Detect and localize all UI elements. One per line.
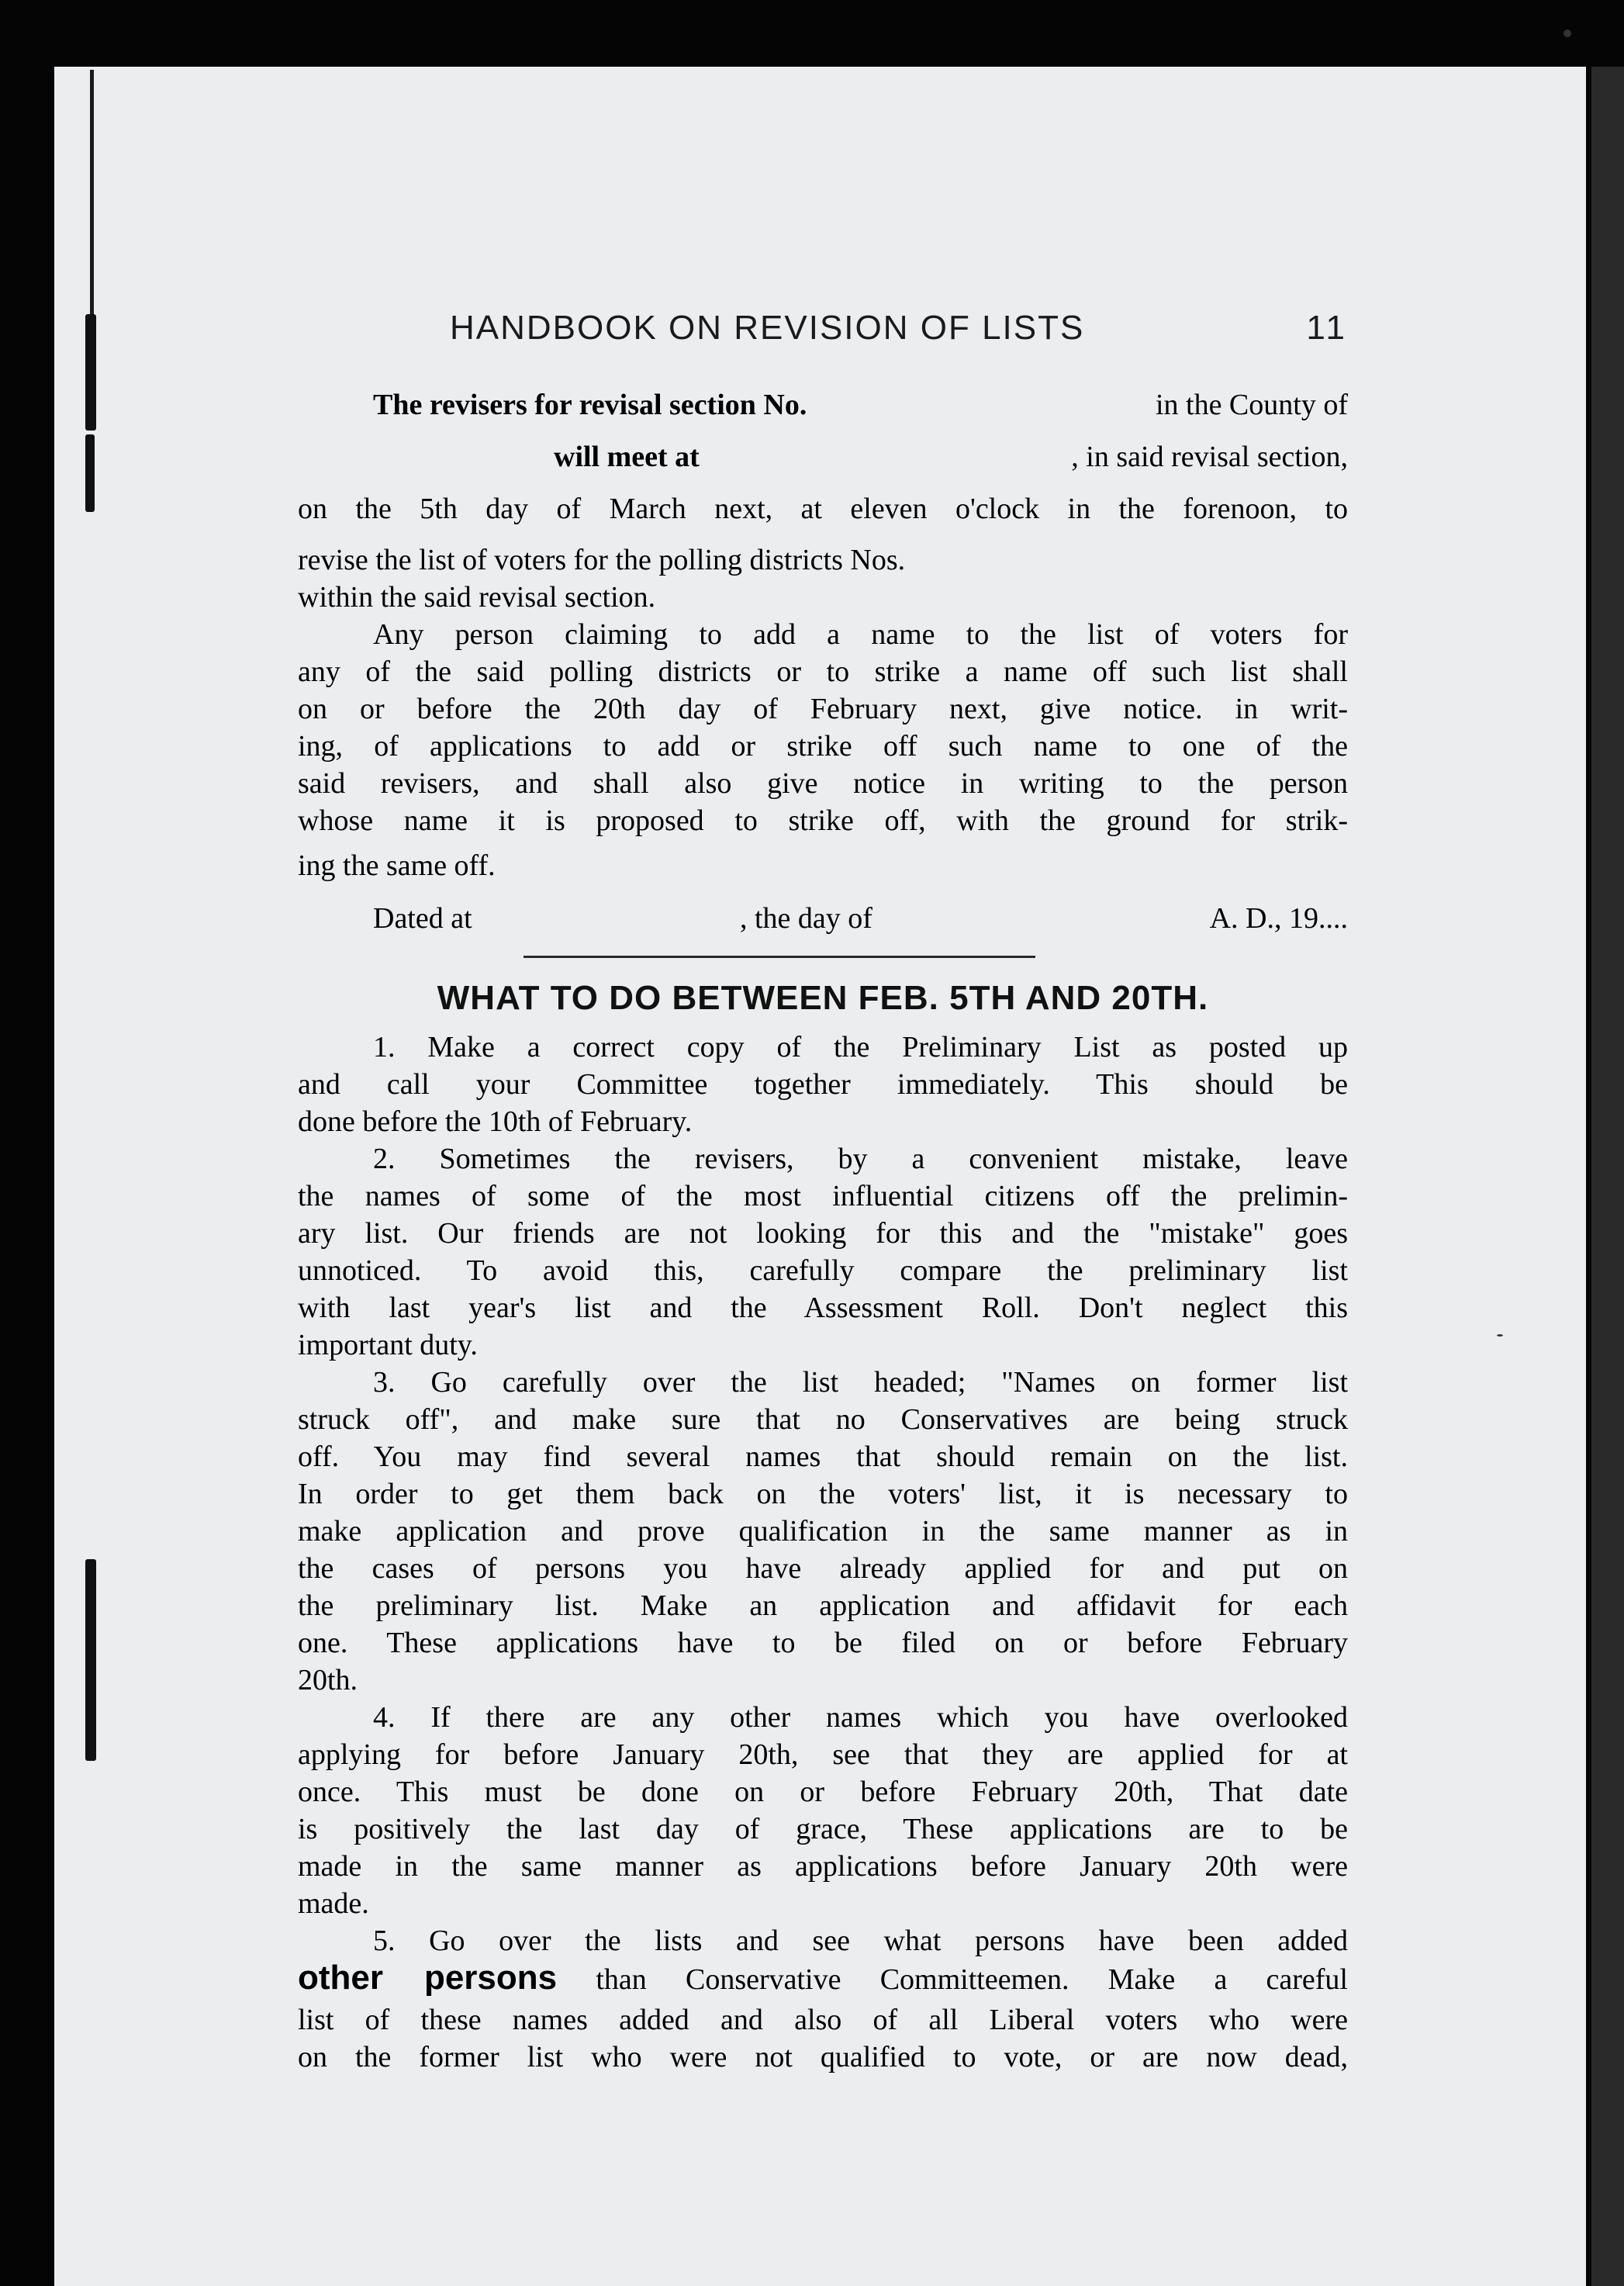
dated-text: A. D., 19.... (1209, 902, 1348, 935)
notice-line: within the said revisal section. (298, 581, 656, 614)
notice-line: whose name it is proposed to strike off, with the ground for strik- (298, 804, 1348, 837)
body-line: 5. Go over the lists and see what persons have been added (373, 1925, 1348, 1957)
page-number: 11 (1306, 309, 1348, 347)
body-line: one. These applications have to be filed on or before February (298, 1627, 1348, 1659)
notice-text: in the County of (1155, 389, 1348, 421)
running-header (450, 309, 1348, 355)
body-line: In order to get them back on the voters' list, it is necessary to (298, 1478, 1348, 1510)
body-line: the cases of persons you have already applied for and put on (298, 1552, 1348, 1585)
body-line: once. This must be done on or before February 20th, That date (298, 1776, 1348, 1808)
body-line: ary list. Our friends are not looking for this and the "mistake" goes (298, 1217, 1348, 1250)
notice-text: , in said revisal section, (1071, 441, 1348, 473)
body-line: 20th. (298, 1664, 358, 1696)
body-line: on the former list who were not qualified to vote, or are now dead, (298, 2041, 1348, 2073)
notice-line: Any person claiming to add a name to the list of voters for (373, 618, 1348, 651)
notice-line: any of the said polling districts or to strike a name off such list shall (298, 655, 1348, 688)
body-line: struck off", and make sure that no Conservatives are being struck (298, 1403, 1348, 1436)
notice-line: on or before the 20th day of February next, give notice. in writ- (298, 693, 1348, 725)
body-line: applying for before January 20th, see that they are applied for at (298, 1738, 1348, 1771)
binding-mark (85, 1559, 96, 1761)
notice-line: revise the list of voters for the polling districts Nos. (298, 544, 906, 576)
dated-text: , the day of (740, 902, 872, 935)
scan-speck (1564, 29, 1571, 37)
body-line: the preliminary list. Make an application and affidavit for each (298, 1589, 1348, 1622)
body-line: the names of some of the most influential citizens off the prelimin- (298, 1180, 1348, 1212)
body-line: unnoticed. To avoid this, carefully compare the preliminary list (298, 1254, 1348, 1287)
notice-line: ing the same off. (298, 849, 496, 882)
binding-mark (85, 434, 95, 512)
notice-line: ing, of applications to add or strike off such name to one of the (298, 730, 1348, 763)
body-line: off. You may find several names that should remain on the list. (298, 1440, 1348, 1473)
body-line: make application and prove qualification in the same manner as in (298, 1515, 1348, 1548)
bold-phrase: other persons (298, 1959, 558, 1997)
notice-line: on the 5th day of March next, at eleven o'clock in the forenoon, to (298, 493, 1348, 525)
body-text: than Conservative Committeemen. Make a careful (596, 1963, 1348, 1996)
body-line: important duty. (298, 1329, 478, 1361)
body-line: 1. Make a correct copy of the Preliminary List as posted up (373, 1031, 1348, 1063)
body-line: with last year's list and the Assessment Roll. Don't neglect this (298, 1292, 1348, 1324)
body-line: 4. If there are any other names which you have overlooked (373, 1701, 1348, 1734)
body-line: is positively the last day of grace, These applications are to be (298, 1813, 1348, 1845)
header-title: HANDBOOK ON REVISION OF LISTS (450, 309, 1085, 347)
notice-line: said revisers, and shall also give notice in writing to the person (298, 767, 1348, 800)
body-line: 2. Sometimes the revisers, by a convenient mistake, leave (373, 1143, 1348, 1175)
notice-text: will meet at (554, 441, 700, 473)
page-edge (1591, 67, 1624, 2286)
body-line: made in the same manner as applications before January 20th were (298, 1850, 1348, 1883)
notice-text: The revisers for revisal section No. (373, 389, 807, 421)
section-divider (523, 956, 1035, 958)
scan-speck (1497, 1334, 1503, 1337)
section-heading: WHAT TO DO BETWEEN FEB. 5TH AND 20TH. (437, 979, 1209, 1017)
body-line: 3. Go carefully over the list headed; "Names on former list (373, 1366, 1348, 1399)
body-line: and call your Committee together immediately. This should be (298, 1068, 1348, 1101)
body-line: made. (298, 1887, 369, 1920)
body-line (298, 1959, 1348, 1998)
binding-mark (85, 314, 96, 431)
body-line: done before the 10th of February. (298, 1105, 693, 1138)
body-line: list of these names added and also of all Liberal voters who were (298, 2004, 1348, 2036)
dated-text: Dated at (373, 902, 472, 935)
